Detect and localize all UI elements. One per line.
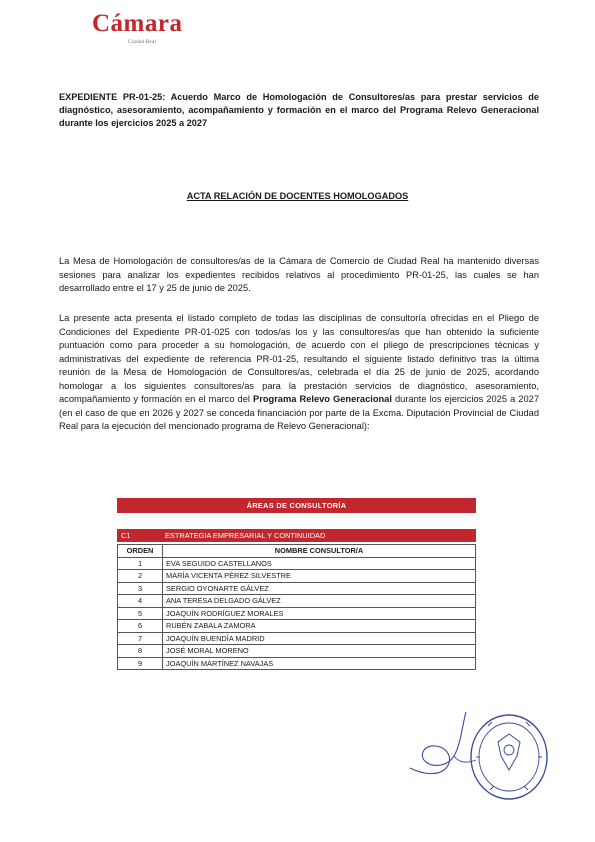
row-orden: 2	[118, 570, 163, 583]
table-row	[118, 570, 476, 583]
expediente-label: EXPEDIENTE PR-01-25:	[59, 92, 166, 102]
row-orden: 9	[118, 657, 163, 670]
row-orden: 8	[118, 645, 163, 658]
col-orden: ORDEN	[118, 545, 163, 558]
row-nombre: JOAQUÍN BUENDÍA MADRID	[163, 632, 476, 645]
consultores-table	[117, 498, 476, 670]
table-row	[118, 645, 476, 658]
consultores-list	[117, 544, 476, 670]
paragraph-listado-program: Programa Relevo Generacional	[253, 394, 392, 404]
table-row	[118, 582, 476, 595]
row-nombre: JOAQUÍN MARTÍNEZ NAVAJAS	[163, 657, 476, 670]
table-row	[118, 632, 476, 645]
row-orden: 4	[118, 595, 163, 608]
row-orden: 5	[118, 607, 163, 620]
row-nombre: MARÍA VICENTA PÉREZ SILVESTRE	[163, 570, 476, 583]
acta-title: ACTA RELACIÓN DE DOCENTES HOMOLOGADOS	[186, 191, 409, 201]
table-row	[118, 557, 476, 570]
row-nombre: JOSÉ MORAL MORENO	[163, 645, 476, 658]
row-orden: 6	[118, 620, 163, 633]
expediente-text: Acuerdo Marco de Homologación de Consultores/as para prestar servicios de diagnóstico, asesoramiento, acompañamiento y formación en el marco del Programa Relevo Generacional durante los ejercicios 2025 a 2027	[59, 92, 539, 129]
row-nombre: SERGIO OYONARTE GÁLVEZ	[163, 582, 476, 595]
camara-logo	[88, 10, 208, 46]
row-nombre: EVA SEGUIDO CASTELLANOS	[163, 557, 476, 570]
table-row	[118, 657, 476, 670]
logo-subtitle: Ciudad Real	[128, 40, 157, 45]
areas-header: ÁREAS DE CONSULTORÍA	[117, 498, 476, 513]
col-nombre: NOMBRE CONSULTOR/A	[163, 545, 476, 558]
table-row	[118, 607, 476, 620]
logo-wordmark: Cámara	[92, 10, 183, 37]
row-orden: 7	[118, 632, 163, 645]
expediente-heading	[59, 91, 539, 131]
row-orden: 3	[118, 582, 163, 595]
row-nombre: JOAQUÍN RODRÍGUEZ MORALES	[163, 607, 476, 620]
area-code: C1	[121, 531, 131, 540]
area-name: ESTRATEGIA EMPRESARIAL Y CONTINUIDAD	[165, 531, 326, 540]
table-row	[118, 620, 476, 633]
paragraph-listado-part1: La presente acta presenta el listado completo de todas las disciplinas de consultoría ofrecidas en el Pliego de Condiciones del Expediente PR-01-025 con todos/as los y las consultores/as que han obtenido la suficiente puntuación como para proceder a su homologación, de acuerdo con el pliego de prescripciones técnicas y administrativas del expediente de referencia PR-01-25, resultando el siguiente listado definitivo tras la última reunión de la Mesa de Homologación de Consultores/as, celebrada el día 25 de junio de 2025, acordando homologar a los siguientes consultores/as para la prestación servicios de diagnóstico, asesoramiento, acompañamiento y formación en el marco del	[59, 313, 539, 404]
row-nombre: RUBÉN ZABALA ZAMORA	[163, 620, 476, 633]
area-row-c1	[117, 529, 476, 542]
official-seal-stamp	[468, 712, 550, 802]
paragraph-listado-part2: durante los ejercicios 2025 a 2027 (en el caso de que en 2026 y 2027 se conceda financiación por parte de la Excma. Diputación Provincial de Ciudad Real para la ejecución del mencionado programa de Relevo Generacional):	[59, 394, 539, 431]
table-header-row	[118, 545, 476, 558]
paragraph-mesa: La Mesa de Homologación de consultores/as de la Cámara de Comercio de Ciudad Real ha mantenido diversas sesiones para analizar los expedientes recibidos relativos al procedimiento PR-01-25, las cuales se han desarrollado entre el 17 y 25 de junio de 2025.	[59, 256, 539, 293]
table-row	[118, 595, 476, 608]
row-orden: 1	[118, 557, 163, 570]
row-nombre: ANA TERESA DELGADO GÁLVEZ	[163, 595, 476, 608]
paragraph-listado	[59, 312, 539, 434]
